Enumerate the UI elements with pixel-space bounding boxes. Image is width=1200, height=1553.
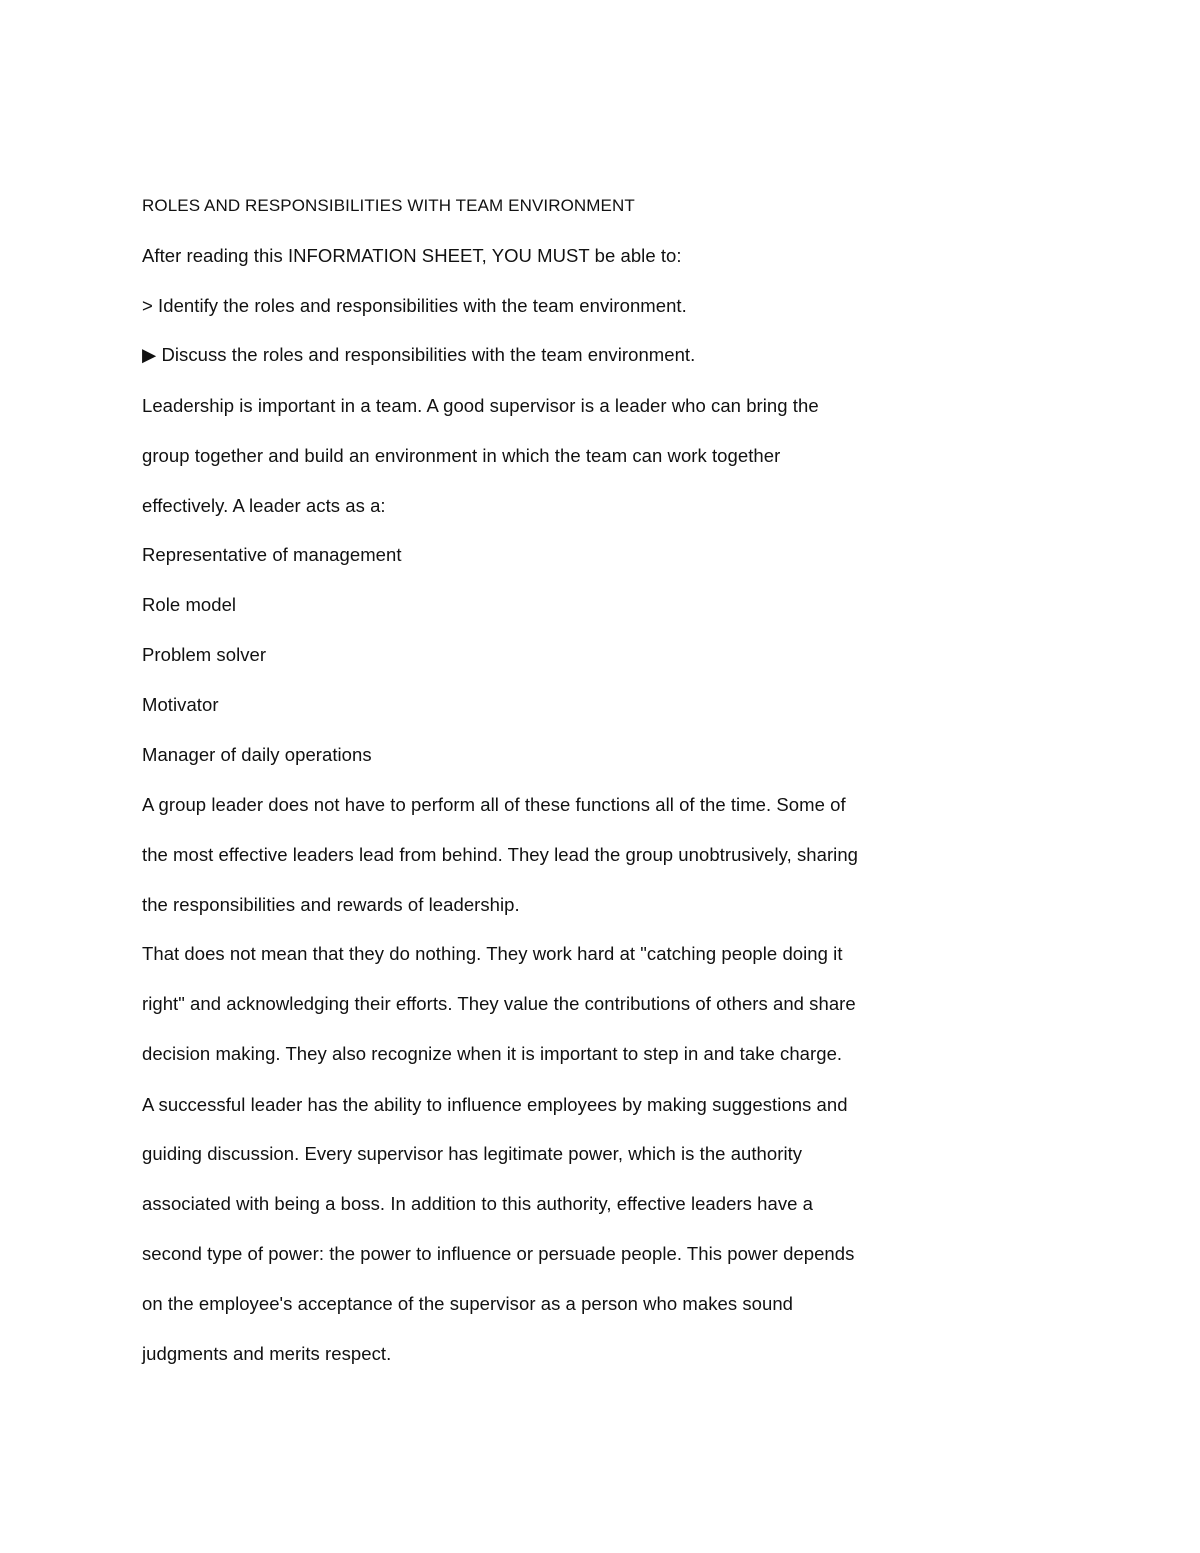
- paragraph-line: Leadership is important in a team. A good supervisor is a leader who can bring the: [142, 395, 819, 416]
- paragraph-line: effectively. A leader acts as a:: [142, 495, 386, 516]
- intro-text: After reading this INFORMATION SHEET, YOU MUST be able to:: [142, 245, 682, 266]
- paragraph-line: associated with being a boss. In addition to this authority, effective leaders have a: [142, 1193, 813, 1214]
- paragraph-line: decision making. They also recognize when it is important to step in and take charge.: [142, 1043, 843, 1064]
- role-list-item: Role model: [142, 594, 237, 615]
- paragraph-line: group together and build an environment in which the team can work together: [142, 445, 781, 466]
- paragraph-line: A group leader does not have to perform all of these functions all of the time. Some of: [142, 794, 846, 815]
- paragraph-line: A successful leader has the ability to influence employees by making suggestions and: [142, 1094, 848, 1115]
- paragraph-line: judgments and merits respect.: [142, 1343, 392, 1364]
- role-list-item: Representative of management: [142, 544, 402, 565]
- role-list-item: Motivator: [142, 694, 219, 715]
- role-list-item: Problem solver: [142, 644, 267, 665]
- role-list-item: Manager of daily operations: [142, 744, 372, 765]
- paragraph-line: That does not mean that they do nothing. They work hard at "catching people doing it: [142, 943, 843, 964]
- document-title: ROLES AND RESPONSIBILITIES WITH TEAM ENVIRONMENT: [142, 196, 635, 215]
- objective-item: > Identify the roles and responsibilities with the team environment.: [142, 295, 687, 316]
- paragraph-line: the responsibilities and rewards of leadership.: [142, 894, 520, 915]
- paragraph-line: guiding discussion. Every supervisor has legitimate power, which is the authority: [142, 1143, 803, 1164]
- paragraph-line: the most effective leaders lead from behind. They lead the group unobtrusively, sharing: [142, 844, 858, 865]
- paragraph-line: right" and acknowledging their efforts. They value the contributions of others and share: [142, 993, 856, 1014]
- objective-item: ▶ Discuss the roles and responsibilities with the team environment.: [142, 344, 696, 365]
- paragraph-line: on the employee's acceptance of the supervisor as a person who makes sound: [142, 1293, 794, 1314]
- paragraph-line: second type of power: the power to influence or persuade people. This power depends: [142, 1243, 855, 1264]
